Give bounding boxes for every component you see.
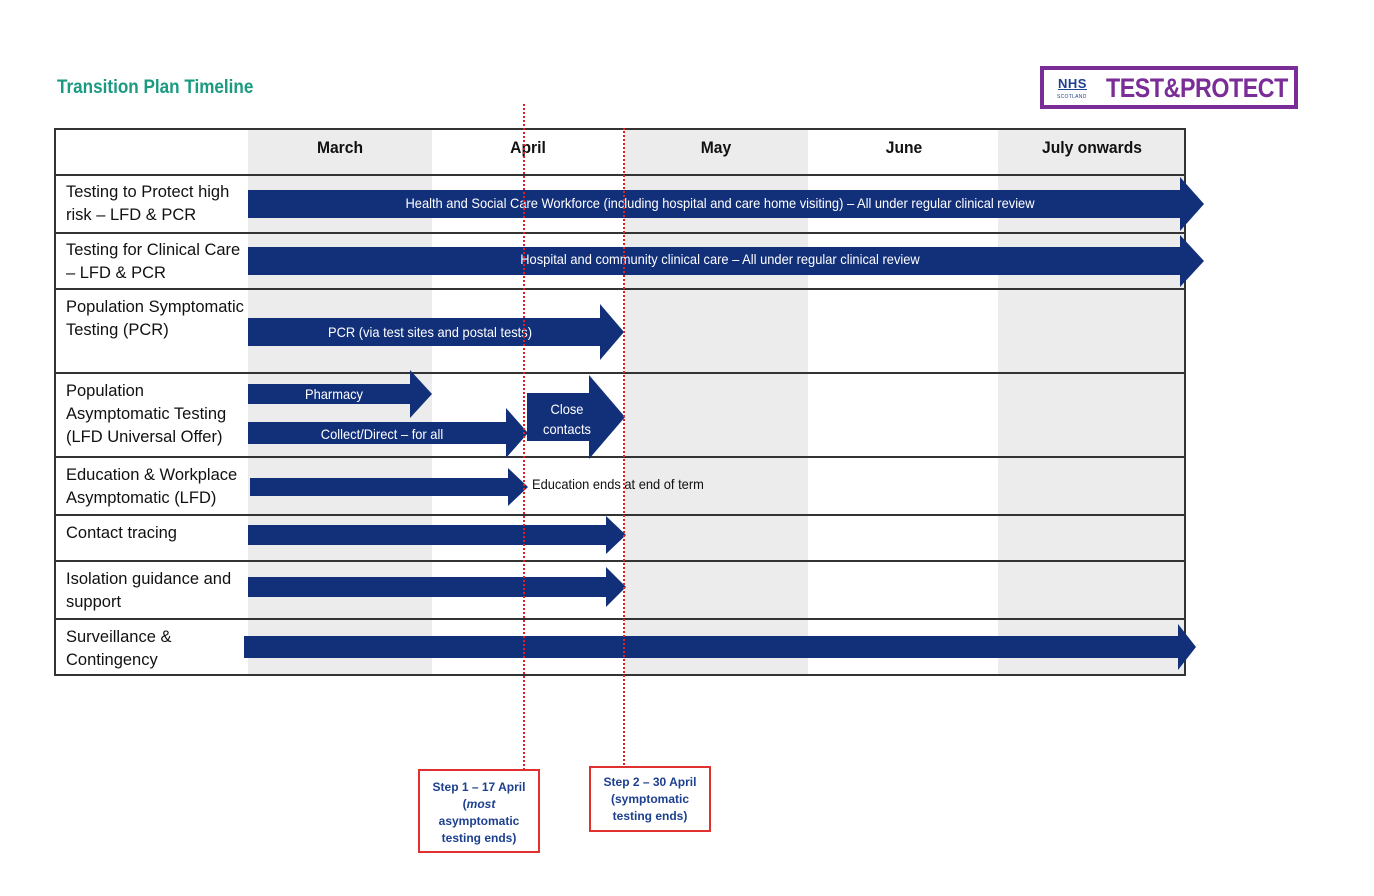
step-2-line	[623, 128, 625, 768]
row-label-asymptomatic: Population Asymptomatic Testing (LFD Universal Offer)	[66, 382, 227, 446]
step-1-line	[523, 104, 525, 770]
arrow-label-pcr: PCR (via test sites and postal tests)	[327, 324, 533, 340]
row-label-high-risk: Testing to Protect high risk – LFD & PCR	[66, 183, 230, 224]
row-divider	[56, 560, 1184, 562]
row-divider	[56, 618, 1184, 620]
month-header-may: May	[700, 138, 732, 157]
row-label-education: Education & Workplace Asymptomatic (LFD)	[66, 466, 238, 507]
row-label-contact-tracing: Contact tracing	[66, 524, 177, 542]
month-header-june: June	[885, 138, 923, 157]
step-1-title: Step 1 – 17 April	[432, 780, 526, 794]
row-label-clinical-care: Testing for Clinical Care – LFD & PCR	[66, 241, 241, 282]
month-header-april: April	[510, 138, 546, 157]
step-2-title: Step 2 – 30 April	[603, 775, 697, 789]
row-label-surveillance: Surveillance & Contingency	[66, 628, 172, 669]
page-title: Transition Plan Timeline	[57, 77, 254, 98]
month-header-july: July onwards	[1042, 138, 1142, 157]
arrow-label-hospital-community: Hospital and community clinical care – All under regular clinical review	[520, 251, 920, 267]
step-2-line2: (symptomatic	[610, 792, 690, 806]
step-2-line3: testing ends)	[612, 809, 688, 823]
arrow-label-collect-direct: Collect/Direct – for all	[320, 426, 444, 442]
row-label-symptomatic: Population Symptomatic Testing (PCR)	[66, 298, 244, 339]
step-1-emphasis: most	[466, 797, 496, 811]
logo-nhs: NHS	[1058, 76, 1087, 91]
arrow-label-health-social-care: Health and Social Care Workforce (including hospital and care home visiting) – All under regular clinical review	[405, 195, 1035, 211]
education-note: Education ends at end of term	[532, 476, 704, 492]
step-1-box	[418, 769, 540, 853]
step-1-line3: asymptomatic	[438, 814, 520, 828]
test-and-protect-logo	[1040, 66, 1298, 109]
row-divider	[56, 174, 1184, 176]
row-divider	[56, 288, 1184, 290]
step-2-box	[589, 766, 711, 832]
step-1-line4: testing ends)	[441, 831, 517, 845]
arrow-label-pharmacy: Pharmacy	[305, 386, 363, 402]
step-1-line2: (most	[462, 797, 496, 811]
row-label-isolation: Isolation guidance and support	[66, 570, 232, 611]
logo-text: TEST&PROTECT	[1106, 73, 1288, 103]
logo-scotland: SCOTLAND	[1057, 94, 1087, 100]
row-divider	[56, 372, 1184, 374]
row-divider	[56, 232, 1184, 234]
arrow-label-close-contacts: Close contacts	[543, 401, 591, 437]
month-header-march: March	[316, 138, 364, 157]
